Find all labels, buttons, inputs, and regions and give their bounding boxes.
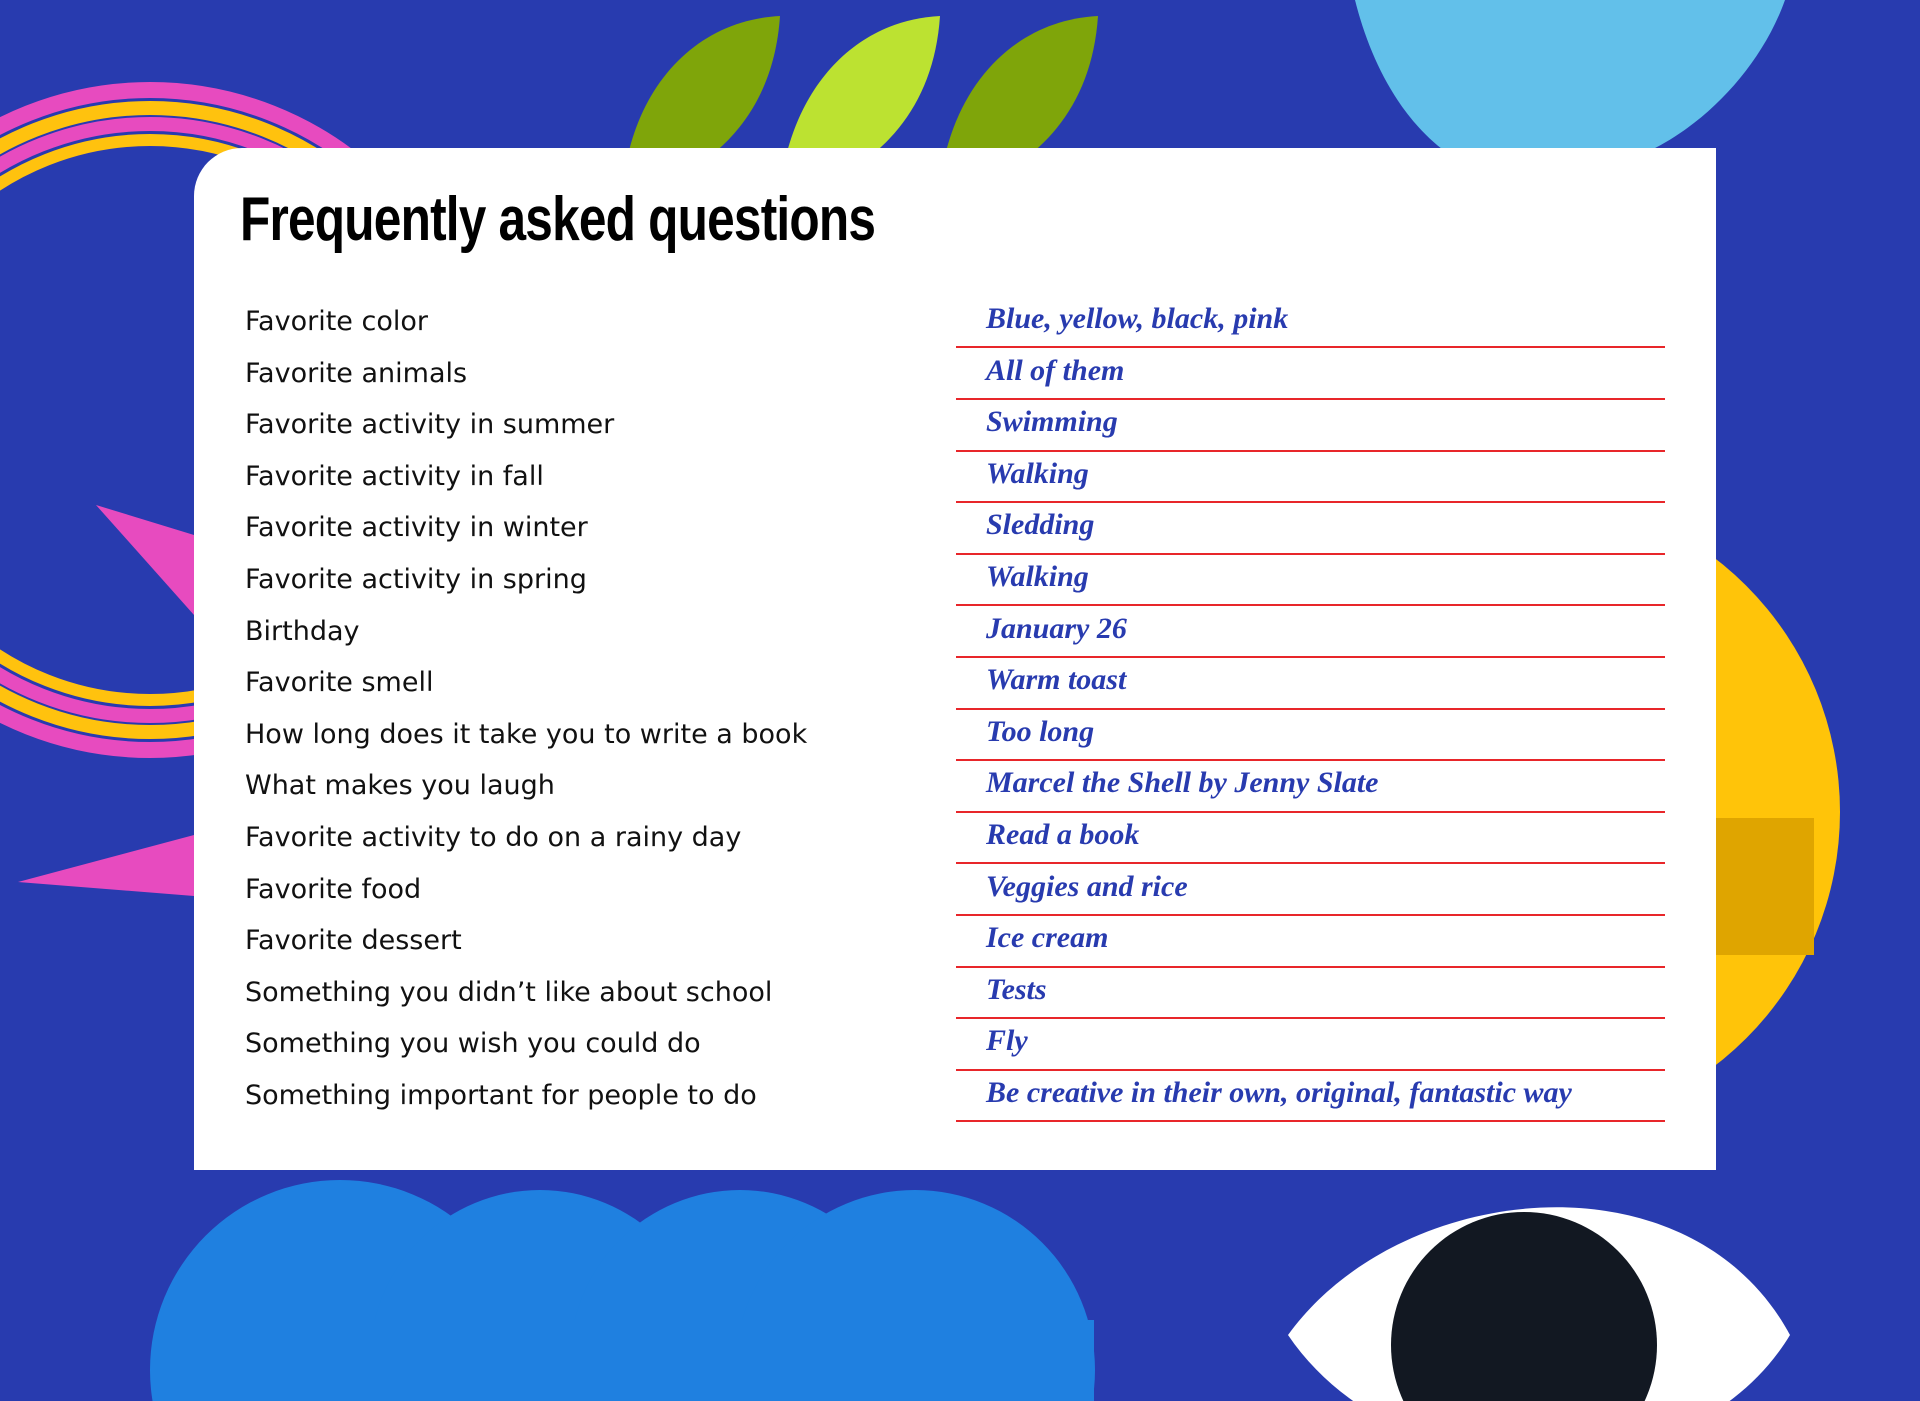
faq-answer-text: Blue, yellow, black, pink (986, 302, 1289, 335)
faq-question: Favorite activity in fall (245, 460, 544, 492)
faq-row (194, 606, 1716, 658)
faq-answer (956, 864, 1665, 916)
faq-answer (956, 606, 1665, 658)
faq-row (194, 657, 1716, 709)
faq-answer-text: Walking (986, 559, 1089, 593)
faq-answer (956, 1070, 1665, 1122)
faq-question: Something you wish you could do (245, 1028, 701, 1060)
faq-answer (956, 399, 1665, 451)
faq-card (194, 148, 1716, 1170)
faq-answer-text: Be creative in their own, original, fantastic way (986, 1075, 1572, 1109)
faq-row (194, 1070, 1716, 1122)
faq-answer-text: Read a book (986, 817, 1140, 851)
faq-row (194, 502, 1716, 554)
faq-row (194, 812, 1716, 864)
faq-question: Favorite smell (245, 667, 434, 699)
faq-row (194, 296, 1716, 348)
faq-row (194, 915, 1716, 967)
faq-question: Something you didn’t like about school (245, 976, 773, 1008)
faq-answer-text: Ice cream (986, 921, 1109, 955)
faq-answer-text: January 26 (986, 611, 1127, 645)
faq-answer-text: Veggies and rice (986, 869, 1188, 903)
faq-row (194, 760, 1716, 812)
faq-question: Favorite activity in summer (245, 409, 615, 441)
faq-answer (956, 451, 1665, 503)
faq-row (194, 864, 1716, 916)
faq-answer (956, 812, 1665, 864)
light-blue-drop (1355, 0, 1785, 155)
faq-question: Favorite animals (245, 357, 468, 389)
faq-answer-text: Walking (986, 456, 1089, 490)
faq-answer-text: Warm toast (986, 663, 1127, 697)
faq-row (194, 554, 1716, 606)
faq-answer-text: Tests (986, 972, 1047, 1006)
faq-answer (956, 657, 1665, 709)
faq-question: Favorite dessert (245, 925, 462, 957)
faq-row (194, 1018, 1716, 1070)
faq-answer-text: Too long (986, 714, 1095, 748)
faq-answer (956, 760, 1665, 812)
faq-question: Favorite activity in winter (245, 512, 588, 544)
faq-answer (956, 709, 1665, 761)
faq-row (194, 451, 1716, 503)
faq-question: How long does it take you to write a book (245, 718, 808, 750)
faq-question: Favorite color (245, 306, 428, 337)
faq-answer-text: Sledding (986, 508, 1095, 542)
eye (1288, 1207, 1790, 1401)
faq-answer (956, 967, 1665, 1019)
green-leaves (625, 16, 1098, 170)
faq-answer (956, 915, 1665, 967)
faq-question: Favorite activity in spring (245, 563, 587, 595)
faq-row (194, 399, 1716, 451)
faq-answer (956, 348, 1665, 400)
faq-answer-text: Fly (986, 1024, 1028, 1058)
faq-question: Birthday (245, 615, 360, 647)
faq-question: Favorite activity to do on a rainy day (245, 821, 742, 853)
faq-title: Frequently asked questions (240, 185, 876, 254)
faq-question: Favorite food (245, 873, 422, 905)
blue-cloud (150, 1180, 1095, 1401)
faq-row (194, 348, 1716, 400)
faq-question: What makes you laugh (245, 770, 555, 802)
faq-question: Something important for people to do (245, 1079, 757, 1111)
faq-answer (956, 1018, 1665, 1070)
faq-answer (956, 502, 1665, 554)
faq-answer-text: Swimming (986, 405, 1118, 439)
faq-answer (956, 296, 1665, 348)
faq-row (194, 967, 1716, 1019)
faq-answer-text: All of them (986, 353, 1125, 387)
faq-answer-text: Marcel the Shell by Jenny Slate (986, 766, 1379, 800)
faq-row (194, 709, 1716, 761)
faq-list (194, 296, 1716, 1122)
faq-answer (956, 554, 1665, 606)
